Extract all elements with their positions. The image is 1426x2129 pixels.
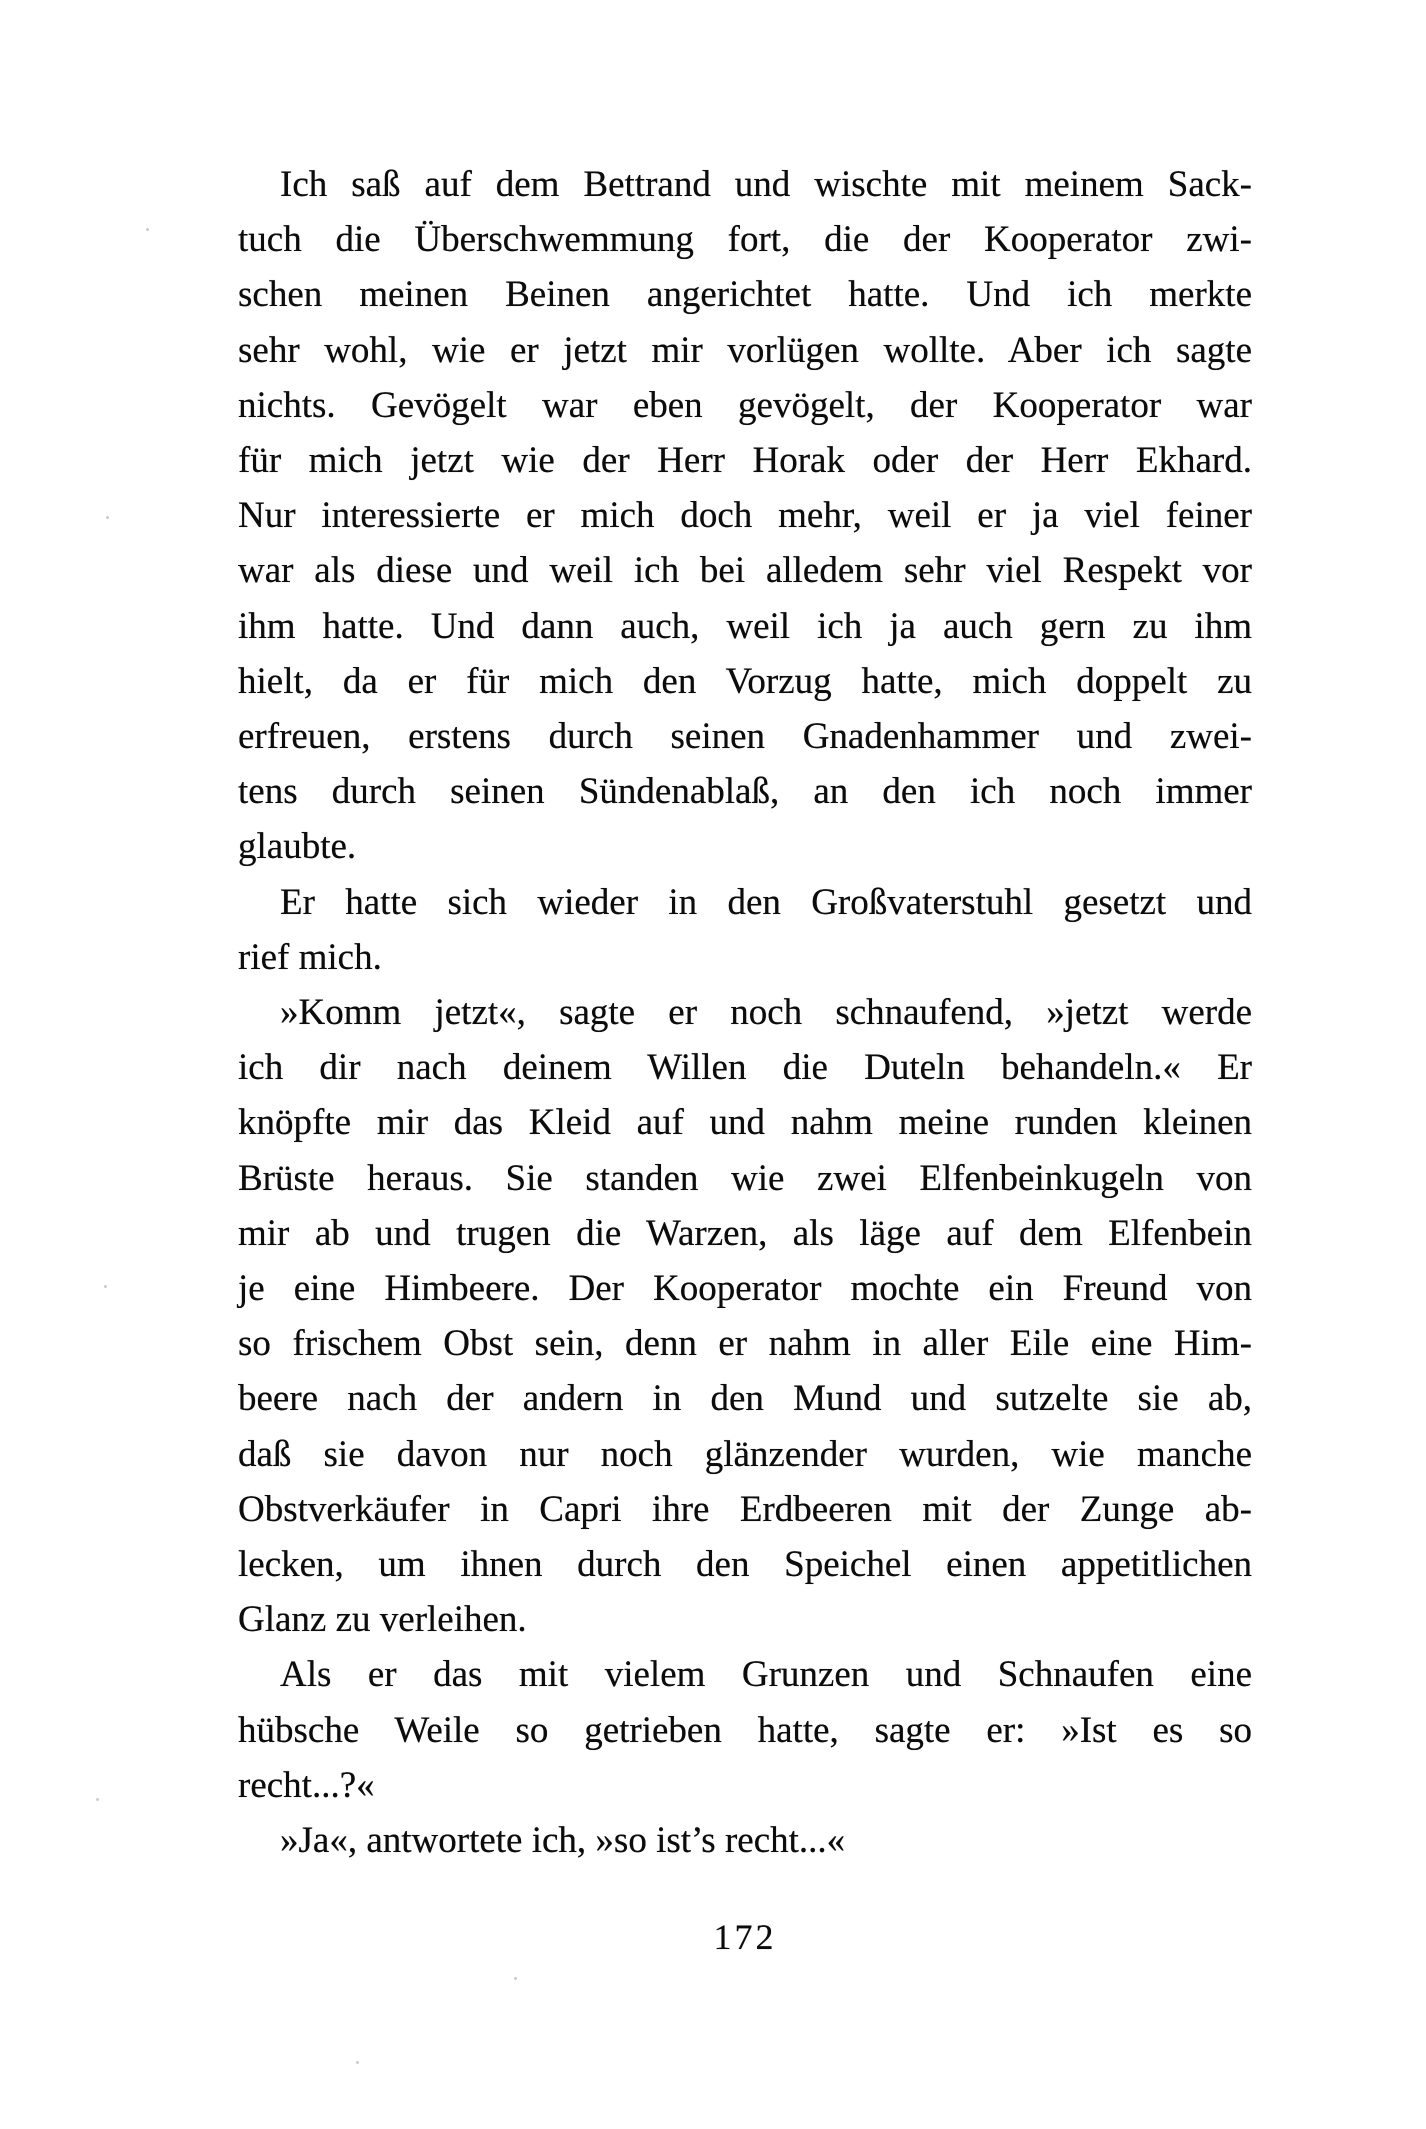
paragraph [238, 875, 1252, 985]
text-line: ihm hatte. Und dann auch, weil ich ja auch gern zu ihm [238, 605, 1252, 647]
page-text [238, 157, 1252, 1868]
text-line: rief mich. [238, 936, 382, 978]
text-line: »Ja«, antwortete ich, »so ist’s recht...« [280, 1820, 846, 1862]
paragraph [238, 1813, 1252, 1868]
text-line: recht...?« [238, 1764, 375, 1806]
scan-artifact [96, 1798, 99, 1801]
text-line: »Komm jetzt«, sagte er noch schnaufend, »jetzt werde [280, 992, 1252, 1034]
text-line: erfreuen, erstens durch seinen Gnadenhammer und zwei- [238, 716, 1252, 758]
scan-artifact [106, 516, 109, 519]
text-line: je eine Himbeere. Der Kooperator mochte ein Freund von [238, 1268, 1252, 1310]
text-line: ich dir nach deinem Willen die Duteln behandeln.« Er [238, 1047, 1252, 1089]
text-line: tuch die Überschwemmung fort, die der Kooperator zwi- [238, 219, 1252, 261]
scan-artifact [514, 1977, 517, 1980]
text-line: Als er das mit vielem Grunzen und Schnaufen eine [280, 1654, 1252, 1696]
text-line: Brüste heraus. Sie standen wie zwei Elfenbeinkugeln von [238, 1157, 1252, 1199]
scan-artifact [146, 228, 149, 231]
text-line: knöpfte mir das Kleid auf und nahm meine runden kleinen [238, 1102, 1252, 1144]
text-line: beere nach der andern in den Mund und sutzelte sie ab, [238, 1378, 1252, 1420]
text-line: war als diese und weil ich bei alledem sehr viel Respekt vor [238, 550, 1252, 592]
text-line: daß sie davon nur noch glänzender wurden, wie manche [238, 1433, 1252, 1475]
text-line: Nur interessierte er mich doch mehr, weil er ja viel feiner [238, 495, 1252, 537]
text-line: Ich saß auf dem Bettrand und wischte mit meinem Sack- [280, 164, 1252, 205]
text-line: schen meinen Beinen angerichtet hatte. Und ich merkte [238, 274, 1252, 316]
text-line: sehr wohl, wie er jetzt mir vorlügen wollte. Aber ich sagte [238, 329, 1252, 371]
paragraph [238, 985, 1252, 1647]
page-number: 172 [713, 1917, 777, 1957]
text-line: Obstverkäufer in Capri ihre Erdbeeren mit der Zunge ab- [238, 1488, 1252, 1530]
text-line: hielt, da er für mich den Vorzug hatte, mich doppelt zu [238, 660, 1252, 702]
scan-artifact [104, 1285, 107, 1288]
text-line: tens durch seinen Sündenablaß, an den ich noch immer [238, 771, 1252, 813]
text-line: Er hatte sich wieder in den Großvaterstuhl gesetzt und [280, 881, 1252, 923]
text-line: für mich jetzt wie der Herr Horak oder der Herr Ekhard. [238, 440, 1252, 482]
text-line: nichts. Gevögelt war eben gevögelt, der Kooperator war [238, 384, 1252, 426]
text-line: so frischem Obst sein, denn er nahm in aller Eile eine Him- [238, 1323, 1252, 1365]
scan-artifact [356, 2061, 359, 2064]
text-line: hübsche Weile so getrieben hatte, sagte er: »Ist es so [238, 1709, 1252, 1751]
text-line: glaubte. [238, 826, 357, 868]
paragraph [238, 1647, 1252, 1813]
paragraph [238, 157, 1252, 875]
text-line: mir ab und trugen die Warzen, als läge auf dem Elfenbein [238, 1212, 1252, 1254]
text-line: Glanz zu verleihen. [238, 1599, 527, 1641]
text-line: lecken, um ihnen durch den Speichel einen appetitlichen [238, 1544, 1252, 1586]
